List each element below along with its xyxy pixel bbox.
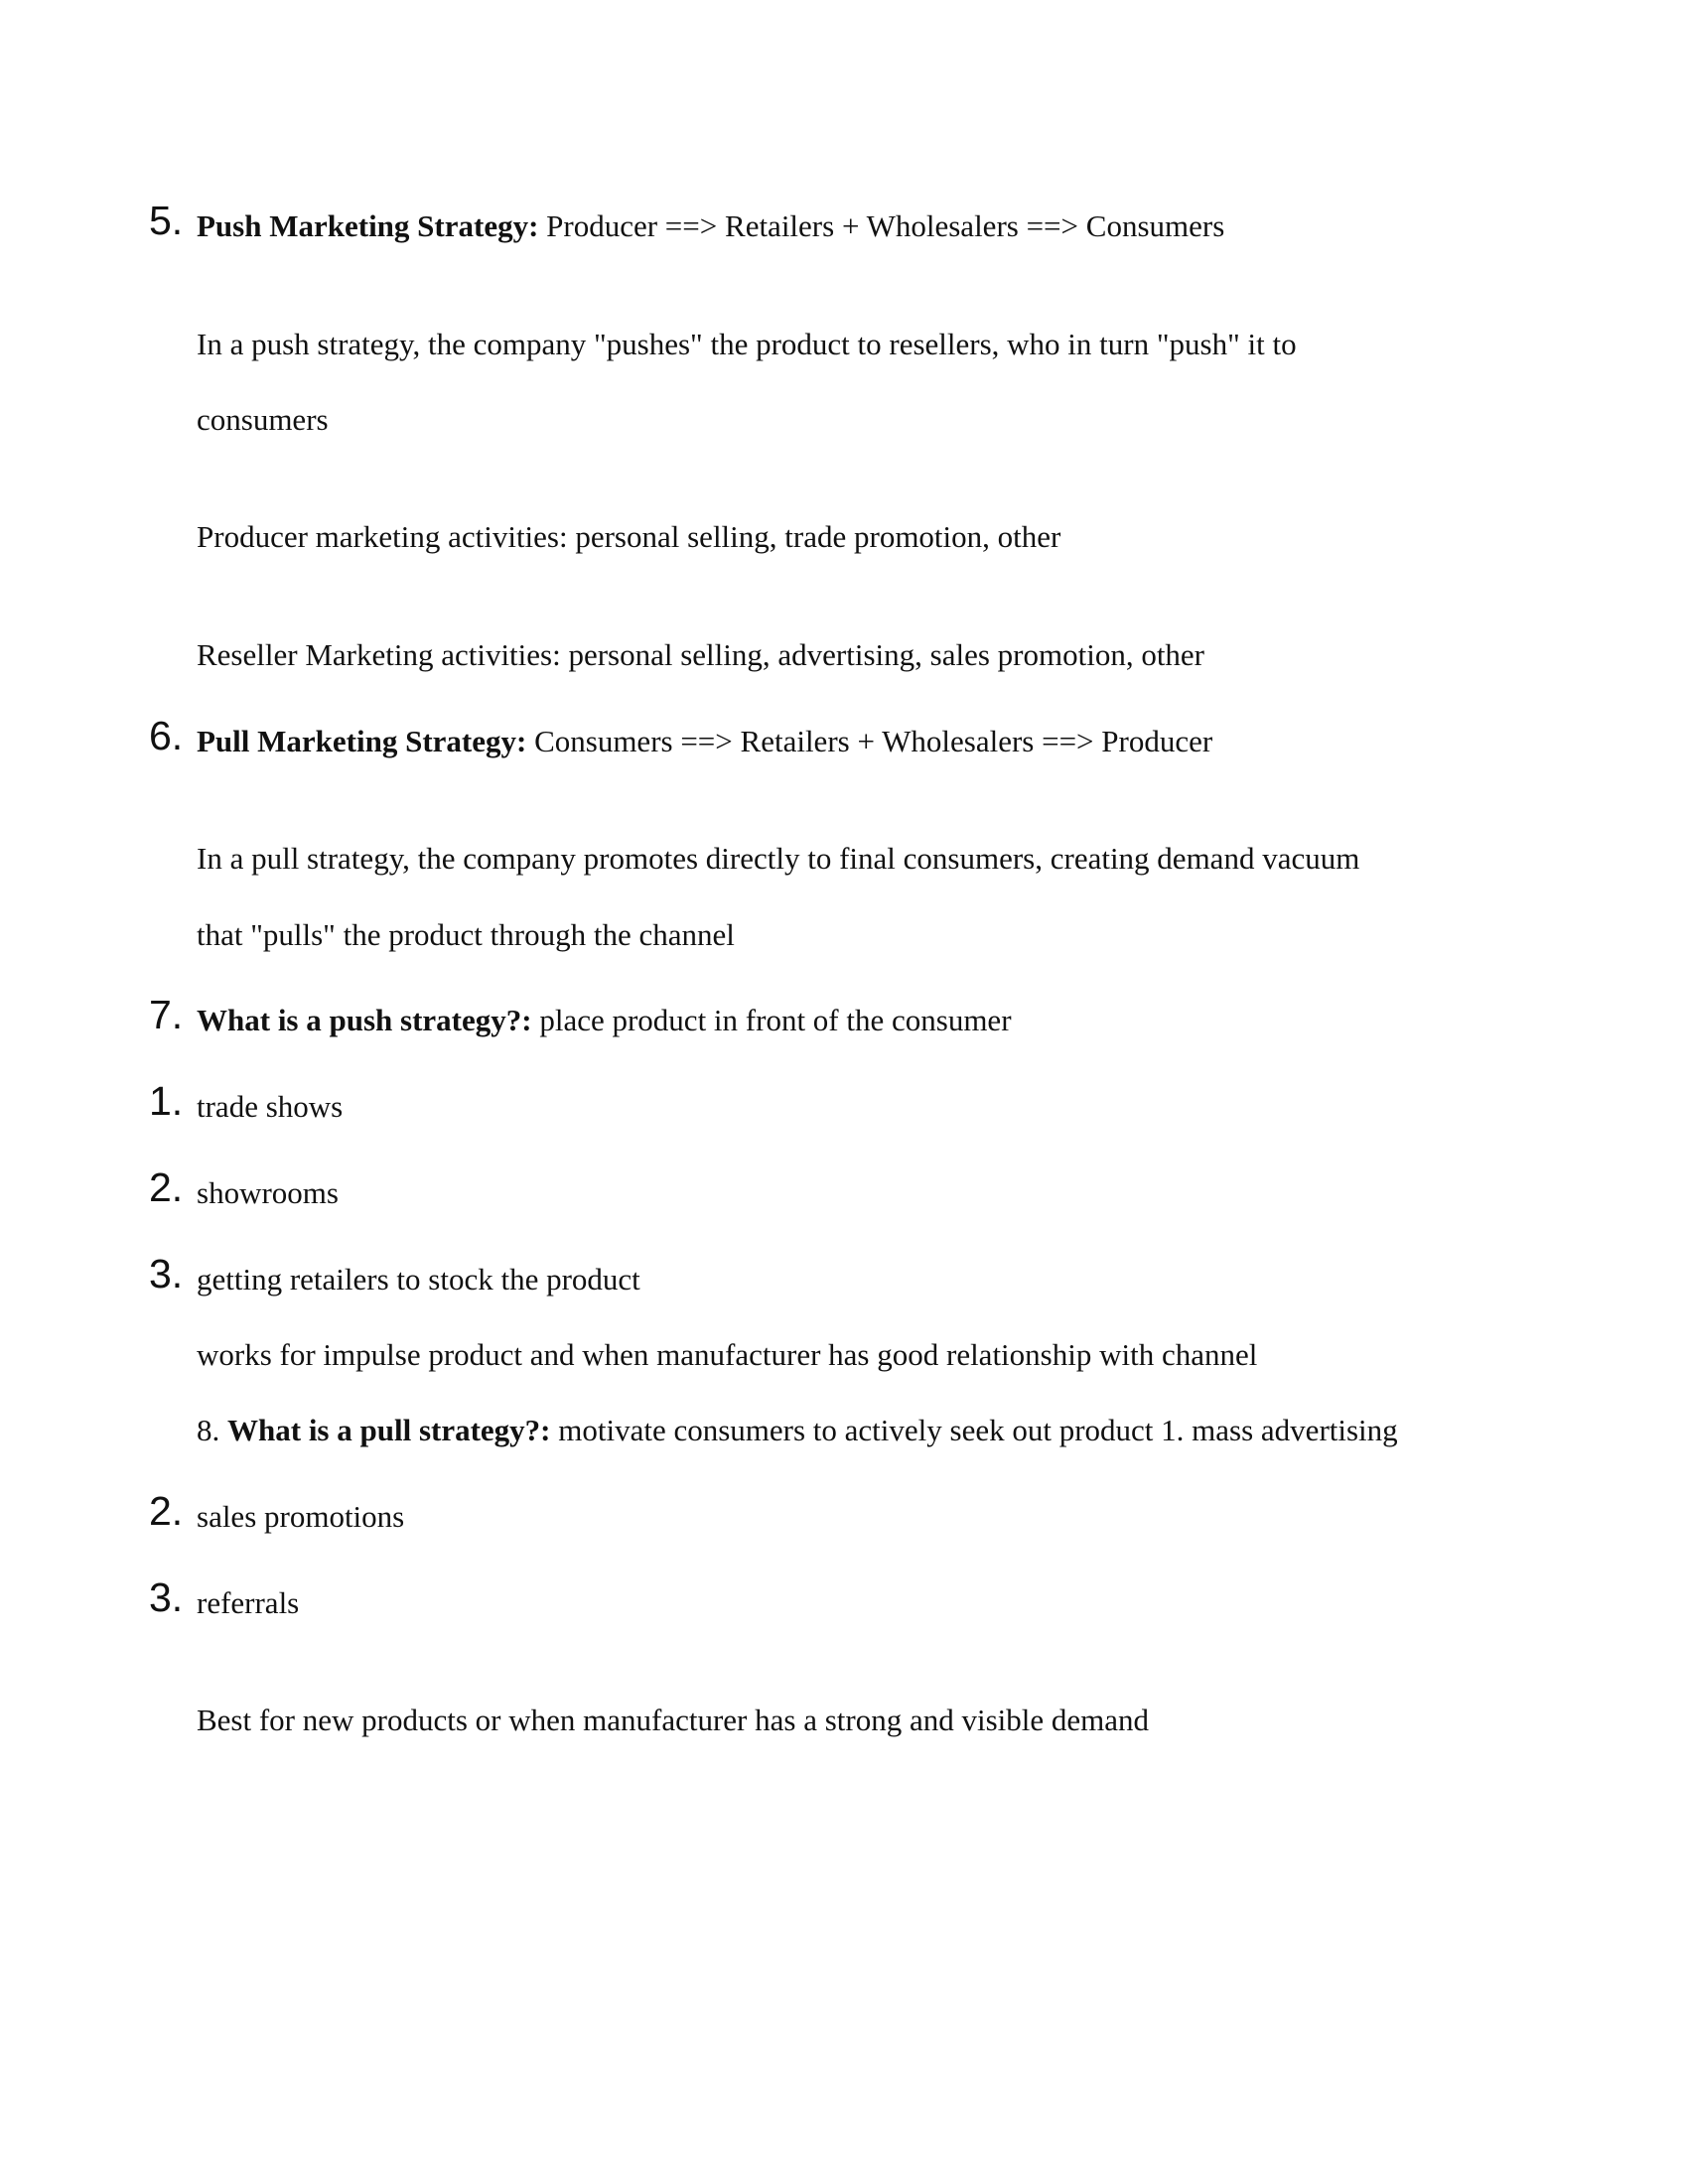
paragraph-line: In a pull strategy, the company promotes directly to final consumers, creating demand vacuum: [197, 841, 1360, 876]
item-number: 8.: [197, 1413, 220, 1447]
item-definition: Consumers ==> Retailers + Wholesalers ==> Producer: [526, 724, 1213, 758]
item-heading: [197, 206, 1224, 246]
paragraph-line: Producer marketing activities: personal selling, trade promotion, other: [197, 519, 1061, 554]
paragraph-line: that "pulls" the product through the channel: [197, 917, 735, 952]
note-line: works for impulse product and when manufacturer has good relationship with channel: [197, 1337, 1258, 1372]
item-term: What is a pull strategy?:: [227, 1413, 551, 1447]
item-heading: [197, 1411, 1398, 1450]
subitem-text: sales promotions: [197, 1499, 405, 1534]
item-term: What is a push strategy?:: [197, 1003, 532, 1037]
subitem-text: referrals: [197, 1585, 300, 1620]
subitem-number: 3.: [149, 1574, 184, 1620]
paragraph-line: In a push strategy, the company "pushes" the product to resellers, who in turn "push" it to: [197, 327, 1297, 361]
subitem-number: 1.: [149, 1078, 184, 1124]
item-number: 7.: [149, 992, 184, 1037]
subitem-text: trade shows: [197, 1089, 344, 1124]
subitem-text: getting retailers to stock the product: [197, 1262, 640, 1297]
subitem-number: 2.: [149, 1164, 184, 1210]
paragraph-line: consumers: [197, 402, 329, 437]
paragraph-line: Reseller Marketing activities: personal selling, advertising, sales promotion, other: [197, 637, 1205, 672]
note-line: Best for new products or when manufacturer has a strong and visible demand: [197, 1703, 1150, 1737]
item-number: 6.: [149, 713, 184, 758]
item-term: Pull Marketing Strategy:: [197, 724, 527, 758]
item-number: 5.: [149, 198, 184, 243]
item-heading: [197, 722, 1212, 761]
item-term: Push Marketing Strategy:: [197, 208, 539, 243]
subitem-number: 2.: [149, 1488, 184, 1534]
subitem-number: 3.: [149, 1251, 184, 1297]
item-heading: [197, 1001, 1012, 1040]
item-definition: motivate consumers to actively seek out product 1. mass advertising: [550, 1413, 1398, 1447]
subitem-text: showrooms: [197, 1175, 339, 1210]
item-definition: Producer ==> Retailers + Wholesalers ==> Consumers: [538, 208, 1225, 243]
item-definition: place product in front of the consumer: [531, 1003, 1012, 1037]
